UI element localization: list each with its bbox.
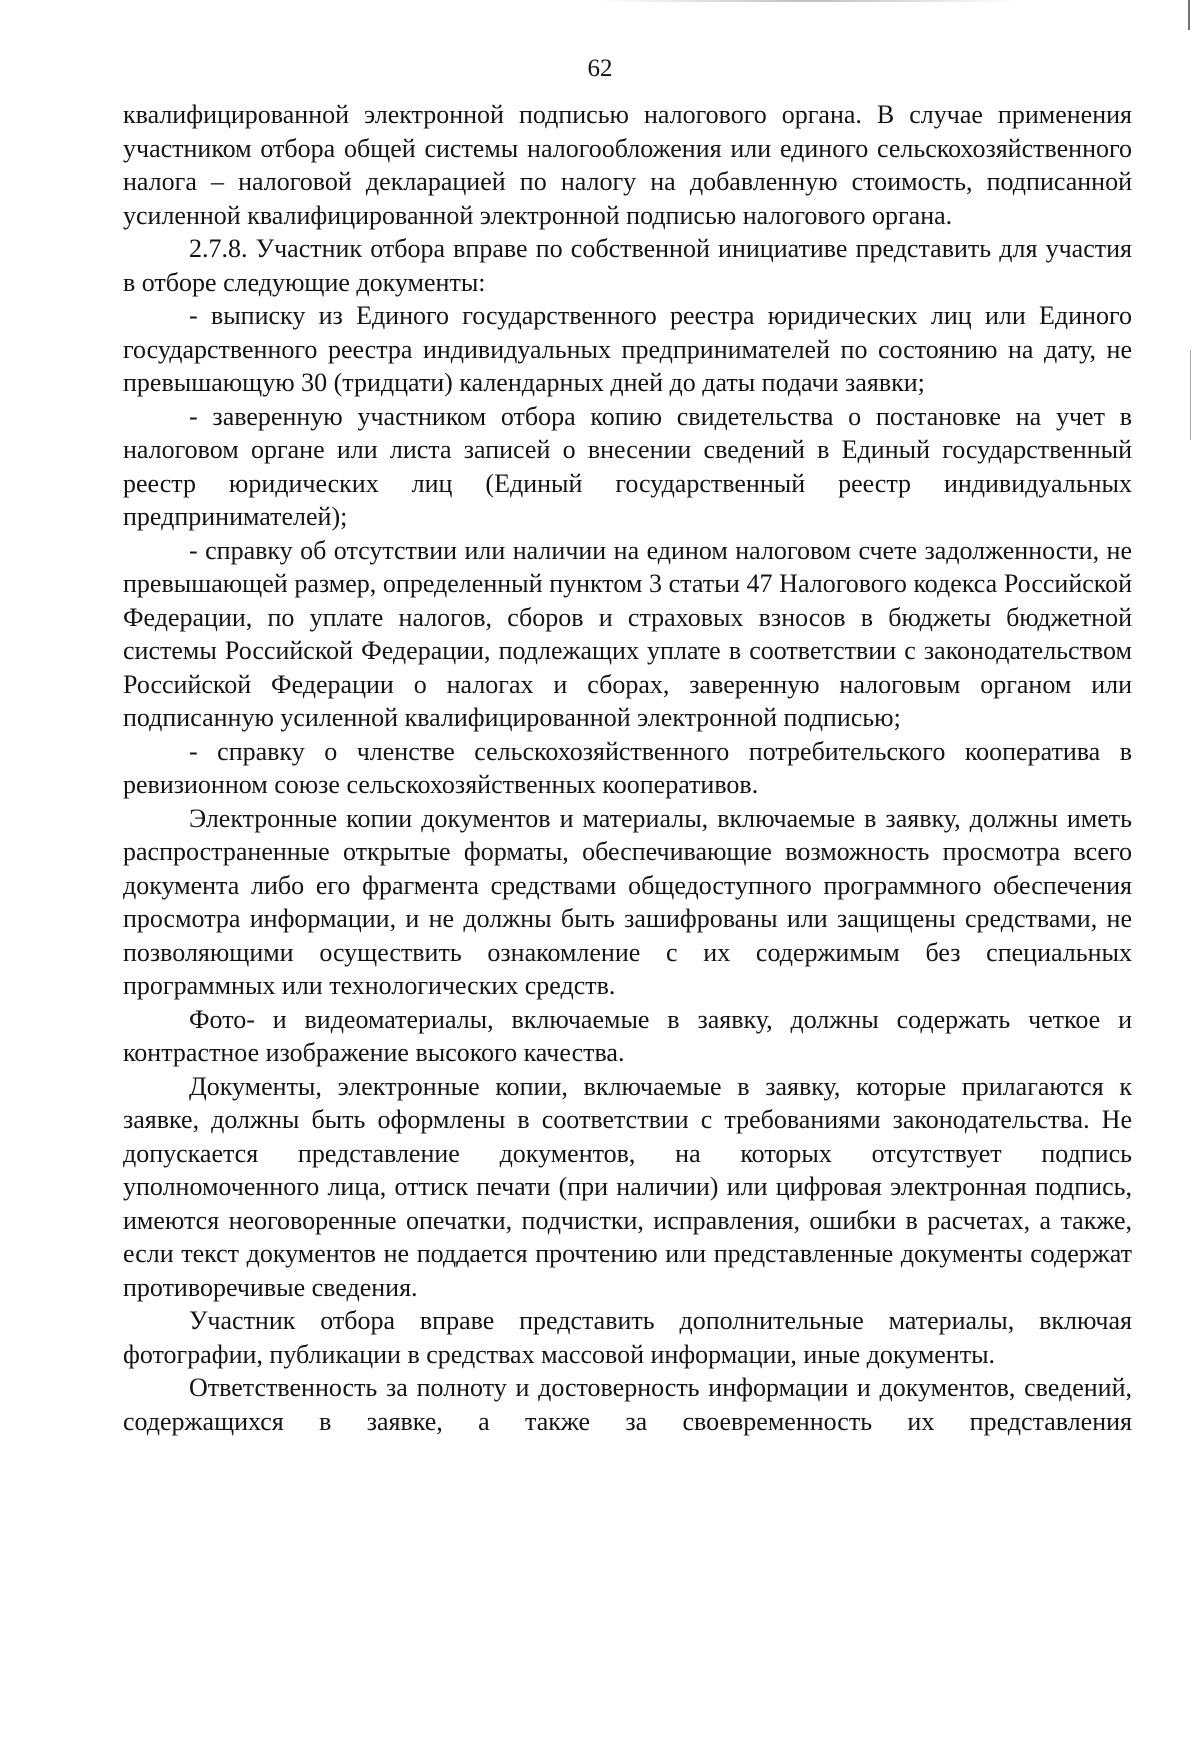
- paragraph: 2.7.8. Участник отбора вправе по собственной инициативе представить для участия в отборе следующие документы:: [123, 234, 1132, 297]
- paragraph: Документы, электронные копии, включаемые в заявку, которые прилагаются к заявке, должны быть оформлены в соответствии с требованиями законодательства. Не допускается представление документов, на которых отсутствует подпись уполномоченного лица, оттиск печати (при наличии) или цифровая электронная подпись, имеются неоговоренные опечатки, подчистки, исправления, ошибки в расчетах, а также, если текст документов не поддается прочтению или представленные документы содержат противоречивые сведения.: [123, 1071, 1132, 1302]
- paragraph: Участник отбора вправе представить дополнительные материалы, включая фотографии, публикации в средствах массовой информации, иные документы.: [123, 1306, 1132, 1369]
- scan-edge-right: [1188, 0, 1190, 30]
- list-item: - справку об отсутствии или наличии на едином налоговом счете задолженности, не превышающей размер, определенный пунктом 3 статьи 47 Налогового кодекса Российской Федерации, по уплате налогов, сборов и страховых взносов в бюджеты бюджетной системы Российской Федерации, подлежащих уплате в соответствии с законодательством Российской Федерации о налогах и сборах, заверенную налоговым органом или подписанную усиленной квалифицированной электронной подписью;: [123, 535, 1132, 732]
- paragraph: Фото- и видеоматериалы, включаемые в заявку, должны содержать четкое и контрастное изображение высокого качества.: [123, 1004, 1132, 1067]
- paragraph: Ответственность за полноту и достоверность информации и документов, сведений, содержащихся в заявке, а также за своевременность их представления: [123, 1373, 1132, 1436]
- document-body: [123, 98, 1132, 1438]
- list-item: - справку о членстве сельскохозяйственного потребительского кооператива в ревизионном союзе сельскохозяйственных кооперативов.: [123, 736, 1132, 799]
- scan-edge-right-mark: [1190, 350, 1191, 440]
- list-item: - выписку из Единого государственного реестра юридических лиц или Единого государственного реестра индивидуальных предпринимателей по состоянию на дату, не превышающую 30 (тридцати) календарных дней до даты подачи заявки;: [123, 301, 1132, 397]
- page-number: 62: [587, 55, 613, 82]
- paragraph: квалифицированной электронной подписью налогового органа. В случае применения участником отбора общей системы налогообложения или единого сельскохозяйственного налога – налоговой декларацией по налогу на добавленную стоимость, подписанной усиленной квалифицированной электронной подписью налогового органа.: [123, 100, 1132, 230]
- list-item: - заверенную участником отбора копию свидетельства о постановке на учет в налоговом органе или листа записей о внесении сведений в Единый государственный реестр юридических лиц (Единый государственный реестр индивидуальных предпринимателей);: [123, 401, 1132, 531]
- scan-edge-top: [600, 0, 1020, 2]
- paragraph: Электронные копии документов и материалы, включаемые в заявку, должны иметь распространенные открытые форматы, обеспечивающие возможность просмотра всего документа либо его фрагмента средствами общедоступного программного обеспечения просмотра информации, и не должны быть зашифрованы или защищены средствами, не позволяющими осуществить ознакомление с их содержимым без специальных программных или технологических средств.: [123, 803, 1132, 1000]
